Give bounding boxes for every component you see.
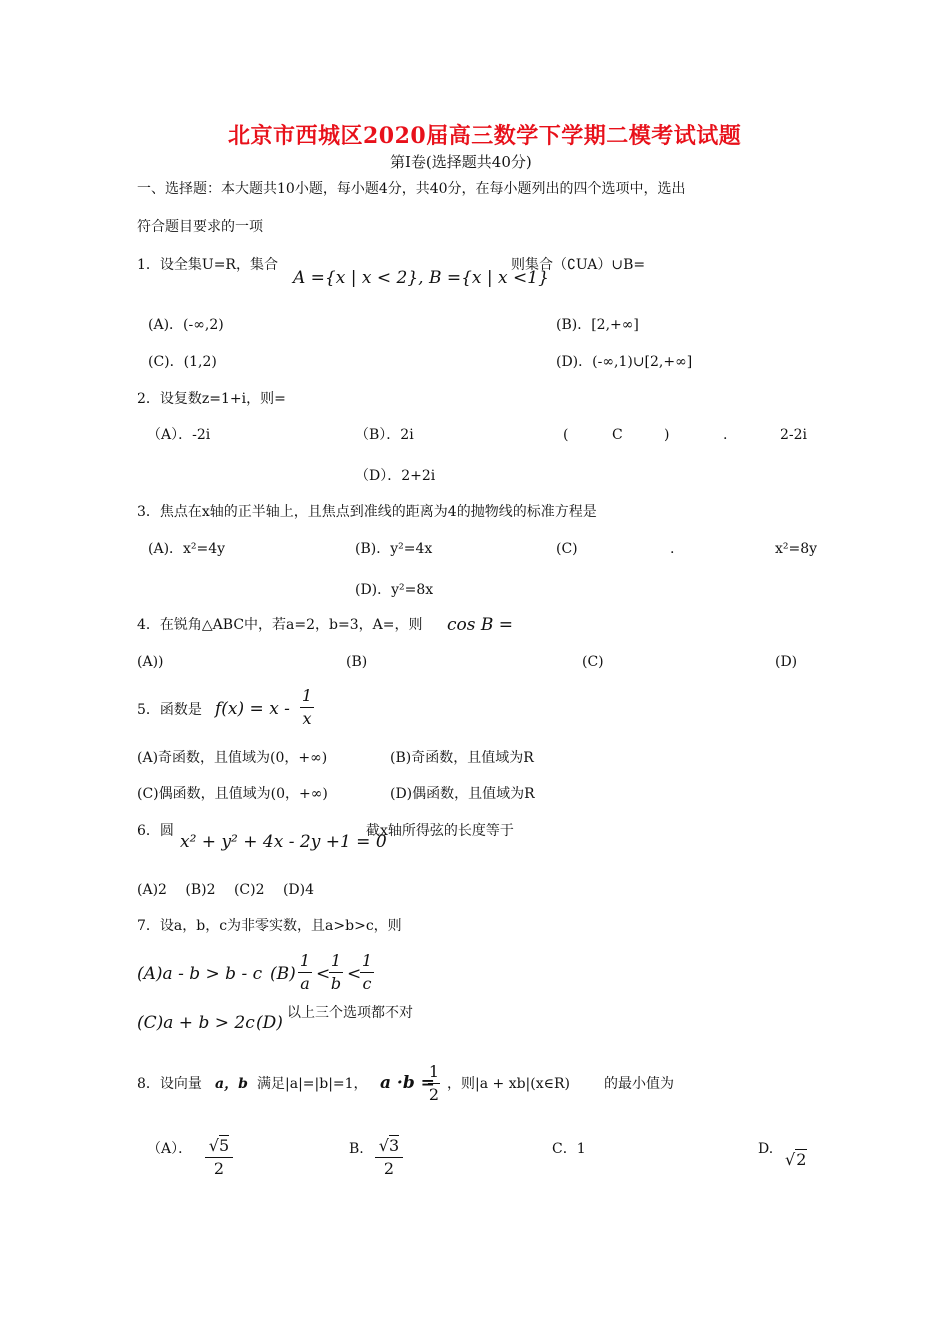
q2-stem: 2．设复数z=1+i，则= [137,391,286,407]
q3-option-b: (B)．y²=4x [355,541,433,557]
q1-tail: 则集合（∁UA）∪B= [511,257,646,273]
q8-option-c: C．1 [552,1141,586,1157]
q4-formula: cos B = [447,615,514,635]
q3-option-c-label: (C) [556,541,578,557]
q8-option-a-numerator: √5 [208,1136,230,1155]
q5-fraction-bar [300,707,314,708]
q3-option-c-dot: . [670,541,675,557]
q7-frac-b-denominator: b [330,974,342,993]
q8-expression: ，则|a + xb|(x∈R) [447,1076,570,1092]
section-instruction-line1: 一、选择题：本大题共10小题，每小题4分，共40分，在每小题列出的四个选项中，选出 [137,181,686,197]
q7-option-b-frac-b [329,953,343,992]
q5-stem: 5．函数是 [137,702,202,718]
q8-half-numerator: 1 [428,1062,440,1081]
q3-option-d: (D)．y²=8x [355,582,434,598]
q2-option-d: （D）．2+2i [355,468,436,484]
q3-option-c-value: x²=8y [775,541,818,557]
q7-frac-c-bar [360,972,374,973]
q2-option-b: （B）．2i [355,427,414,443]
q8-option-b-numerator: √3 [378,1136,400,1155]
q4-stem: 4．在锐角△ABC中，若a=2，b=3，A=，则 [137,617,423,633]
q5-fraction-denominator: x [302,709,312,728]
q8-option-b-value [375,1138,403,1177]
q1-option-a: (A)．(-∞,2) [148,317,224,333]
q5-option-d: (D)偶函数，且值域为R [390,786,535,802]
q8-half-denominator: 2 [428,1085,440,1104]
q7-option-b-op1: < [316,964,331,984]
q8-tail: 的最小值为 [604,1076,674,1092]
q6-formula: x² + y² + 4x - 2y +1 = 0 [180,832,387,852]
q8-half-fraction [428,1064,440,1103]
q7-option-d-label: (D) [256,1013,283,1033]
q2-option-c-value: 2-2i [780,427,808,443]
q4-option-a: (A)) [137,654,164,670]
section-instruction-line2: 符合题目要求的一项 [137,219,263,235]
q5-option-c: (C)偶函数，且值域为(0，+∞) [137,786,328,802]
q4-option-d: (D) [775,654,798,670]
q5-option-b: (B)奇函数，且值域为R [390,750,534,766]
q8-option-b-bar [375,1157,403,1158]
q7-option-b-op2: < [347,964,362,984]
q1-option-b: (B)．[2,+∞] [556,317,639,333]
q2-option-c-letter: C [612,427,623,443]
q8-option-a-bar [205,1157,233,1158]
q4-option-c: (C) [582,654,604,670]
q8-option-a-value [205,1138,233,1177]
q8-vectors: a，b [215,1076,248,1092]
q1-option-c: (C)．(1,2) [148,354,217,370]
q7-option-d-text: 以上三个选项都不对 [287,1005,413,1021]
q8-option-b-denominator: 2 [383,1159,395,1178]
q7-option-a: (A)a - b > b - c [137,964,263,984]
q6-tail: 截x轴所得弦的长度等于 [366,823,514,839]
q2-option-c-dot: . [723,427,728,443]
q6-options: (A)2 (B)2 (C)2 (D)4 [137,882,315,898]
q8-option-d-label: D. [758,1141,774,1157]
q5-formula: f(x) = x - [215,699,290,719]
q2-option-c-paren-left: ( [563,427,569,443]
q6-stem: 6．圆 [137,823,174,839]
q5-fraction [300,688,314,727]
q7-option-b-frac-c [360,953,374,992]
q8-option-a-label: （A）． [147,1141,193,1157]
q7-option-b-frac-a [298,953,312,992]
q1-stem: 1．设全集U=R，集合 [137,257,278,273]
q2-option-c-paren-right: ) [664,427,670,443]
q7-option-c: (C)a + b > 2c [137,1013,255,1033]
q5-option-a: (A)奇函数，且值域为(0，+∞) [137,750,328,766]
q7-frac-b-numerator: 1 [330,951,342,970]
q8-option-b-label: B. [349,1141,364,1157]
q7-frac-a-denominator: a [300,974,310,993]
q7-frac-a-numerator: 1 [299,951,311,970]
q7-frac-b-bar [329,972,343,973]
q3-option-a: (A)．x²=4y [148,541,226,557]
q8-option-a-denominator: 2 [213,1159,225,1178]
q8-condition: 满足|a|=|b|=1， [257,1076,368,1092]
q1-option-d: (D)．(-∞,1)∪[2,+∞] [556,354,693,370]
q7-stem: 7．设a，b，c为非零实数，且a>b>c，则 [137,918,402,934]
q8-stem: 8．设向量 [137,1076,202,1092]
q1-formula: A ={x | x < 2}, B ={x | x <1} [293,268,549,288]
q7-frac-a-bar [298,972,312,973]
q8-dot-product: a ·b = [380,1073,435,1093]
q7-frac-c-numerator: 1 [361,951,373,970]
q8-half-bar [428,1083,440,1084]
q5-fraction-numerator: 1 [301,686,313,705]
q4-option-b: (B) [346,654,368,670]
q8-option-d-value: √2 [785,1150,807,1169]
page-subtitle: 第Ⅰ卷(选择题共40分) [390,153,532,171]
q3-stem: 3．焦点在x轴的正半轴上，且焦点到准线的距离为4的抛物线的标准方程是 [137,504,597,520]
page-title: 北京市西城区2020届高三数学下学期二模考试试题 [228,123,742,149]
q2-option-a: （A）．-2i [147,427,211,443]
q7-option-b-label: (B) [270,964,296,984]
q7-frac-c-denominator: c [362,974,372,993]
